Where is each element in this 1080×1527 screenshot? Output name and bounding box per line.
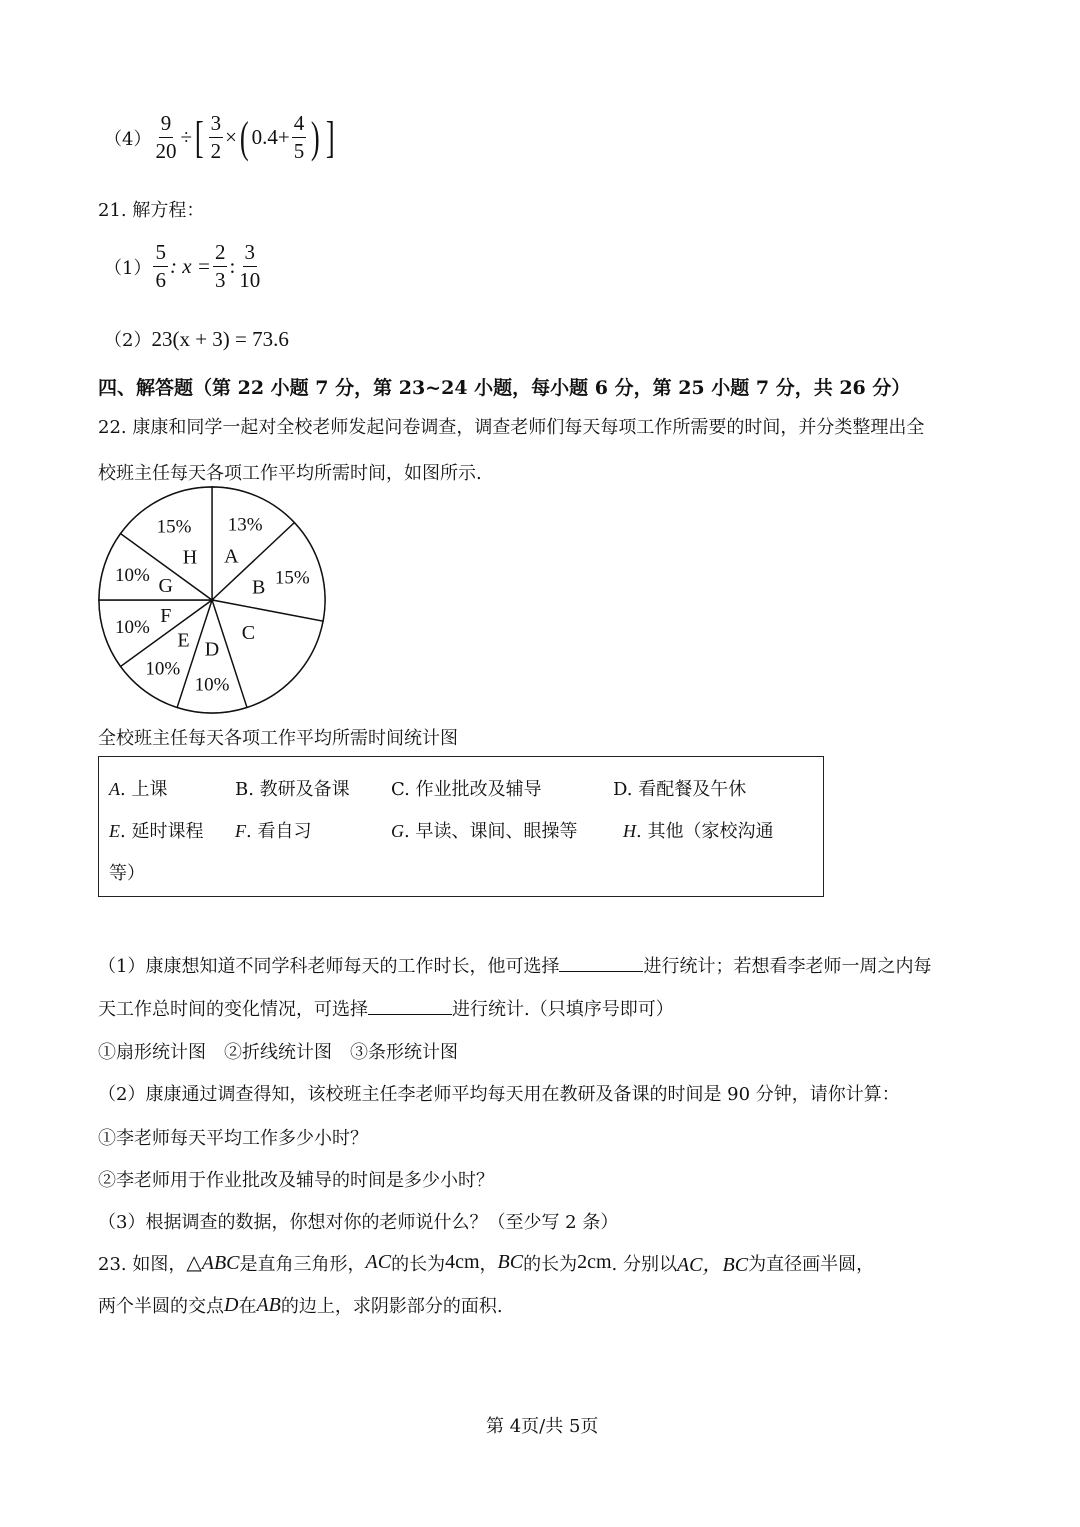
- triangle-abc: △ABC: [186, 1252, 240, 1274]
- left-paren: (: [239, 113, 249, 162]
- point-d: D: [224, 1293, 239, 1316]
- legend-item-d: D. 看配餐及午休: [613, 779, 747, 800]
- plus-sign: +: [277, 125, 290, 149]
- answer-blank-1[interactable]: [559, 953, 643, 972]
- legend-item-c: C. 作业批改及辅导: [391, 779, 542, 800]
- right-bracket: ]: [325, 113, 335, 162]
- fraction-2-3: $\frac{2}{3}$: [214, 240, 226, 292]
- segments-ac-bc: AC，BC: [676, 1254, 749, 1276]
- pie-percent-label-h: 15%: [156, 516, 192, 538]
- pie-percent-label-a: 13%: [227, 514, 263, 536]
- q21-2-label: （2）: [104, 330, 152, 351]
- pie-percent-label-d: 10%: [194, 674, 230, 696]
- q22-s2-question1: ①李老师每天平均工作多少小时？: [98, 1128, 368, 1149]
- legend-item-b: B. 教研及备课: [235, 779, 350, 800]
- pie-percent-label-e: 10%: [145, 658, 181, 680]
- equation-2: 23(x + 3) = 73.6: [151, 326, 289, 351]
- q22-line2: 校班主任每天各项工作平均所需时间，如图所示.: [98, 463, 482, 484]
- right-paren: ): [311, 113, 320, 162]
- answer-blank-2[interactable]: [368, 996, 452, 1015]
- chart-type-options: ①扇形统计图 ②折线统计图 ③条形统计图: [98, 1042, 458, 1063]
- q21-1-label: （1）: [104, 257, 152, 279]
- pie-percent-label-b: 15%: [274, 567, 310, 589]
- legend-item-h: H. 其他（家校沟通: [623, 821, 774, 842]
- legend-item-f: F. 看自习: [235, 821, 312, 842]
- q22-s2-line1: （2）康康通过调查得知，该校班主任李老师平均每天用在教研及备课的时间是 90 分钟，请你计算：: [98, 1084, 900, 1105]
- pie-category-label-g: G: [158, 574, 174, 597]
- q22-s3: （3）根据调查的数据，你想对你的老师说什么？（至少写 2 条）: [98, 1212, 619, 1233]
- fraction-3-10: $\frac{3}{10}$: [239, 240, 261, 292]
- legend-item-a: A. 上课: [109, 779, 168, 800]
- q22-s1-line1: （1）康康想知道不同学科老师每天的工作时长，他可选择 进行统计；若想看李老师一周之内每: [98, 952, 931, 978]
- legend-item-e: E. 延时课程: [109, 821, 204, 842]
- ratio-x-equals: : x =: [169, 254, 211, 278]
- q22-line1: 22. 康康和同学一起对全校老师发起问卷调查，调查老师们每天每项工作所需要的时间，并分类整理出全: [98, 417, 925, 438]
- pie-category-label-b: B: [251, 576, 266, 599]
- left-bracket: [: [194, 113, 204, 162]
- q20-4-label: （4）: [104, 128, 152, 150]
- pie-category-label-f: F: [160, 605, 172, 628]
- fraction-5-6: $\frac{5}{6}$: [155, 240, 166, 292]
- legend-box: [98, 756, 824, 897]
- q21-part1: [104, 242, 264, 291]
- q23-line2: 两个半圆的交点 D 在 AB 的边上，求阴影部分的面积.: [98, 1293, 503, 1317]
- length-bc: 2cm: [577, 1251, 612, 1273]
- pie-percent-label-f: 10%: [115, 616, 150, 638]
- pie-category-label-c: C: [241, 622, 256, 645]
- ratio-colon: :: [229, 254, 236, 278]
- page-footer: 第 4页/共 5页: [486, 1416, 599, 1437]
- decimal-value: 0.4: [251, 125, 278, 149]
- segment-bc: BC: [497, 1251, 524, 1273]
- q21-part2: [104, 326, 289, 352]
- segment-ac: AC: [365, 1251, 392, 1273]
- q23-line1: 23. 如图， △ABC 是直角三角形， AC 的长为 4cm ， BC 的长为 2cm . 分别以 AC，BC 为直径画半圆，: [98, 1248, 874, 1277]
- section4-heading: 四、解答题（第 22 小题 7 分，第 23~24 小题，每小题 6 分，第 25 小题 7 分，共 26 分）: [98, 377, 911, 399]
- pie-percent-label-g: 10%: [115, 565, 150, 587]
- fraction-3-2: $\frac{3}{2}$: [210, 111, 222, 163]
- pie-chart: [90, 482, 340, 720]
- q22-s1-line2: 天工作总时间的变化情况，可选择 进行统计.（只填序号即可）: [98, 995, 674, 1021]
- q22-s2-question2: ②李老师用于作业批改及辅导的时间是多少小时？: [98, 1170, 494, 1191]
- fraction-4-5: $\frac{4}{5}$: [293, 111, 305, 163]
- pie-category-label-a: A: [224, 545, 239, 568]
- legend-item-h-wrap: 等）: [109, 863, 145, 884]
- pie-category-label-d: D: [204, 638, 220, 661]
- q20-part4: [104, 112, 338, 163]
- length-ac: 4cm: [445, 1251, 480, 1273]
- times-sign: ×: [225, 125, 237, 149]
- legend-item-g: G. 早读、课间、眼操等: [391, 821, 578, 842]
- chart-caption: 全校班主任每天各项工作平均所需时间统计图: [98, 728, 458, 749]
- q21-title: 21. 解方程：: [98, 200, 205, 221]
- fraction-9-20: $\frac{9}{20}$: [155, 111, 177, 163]
- pie-category-label-h: H: [182, 546, 198, 569]
- segment-ab: AB: [256, 1293, 281, 1316]
- pie-category-label-e: E: [177, 629, 190, 652]
- divide-sign: ÷: [180, 125, 192, 149]
